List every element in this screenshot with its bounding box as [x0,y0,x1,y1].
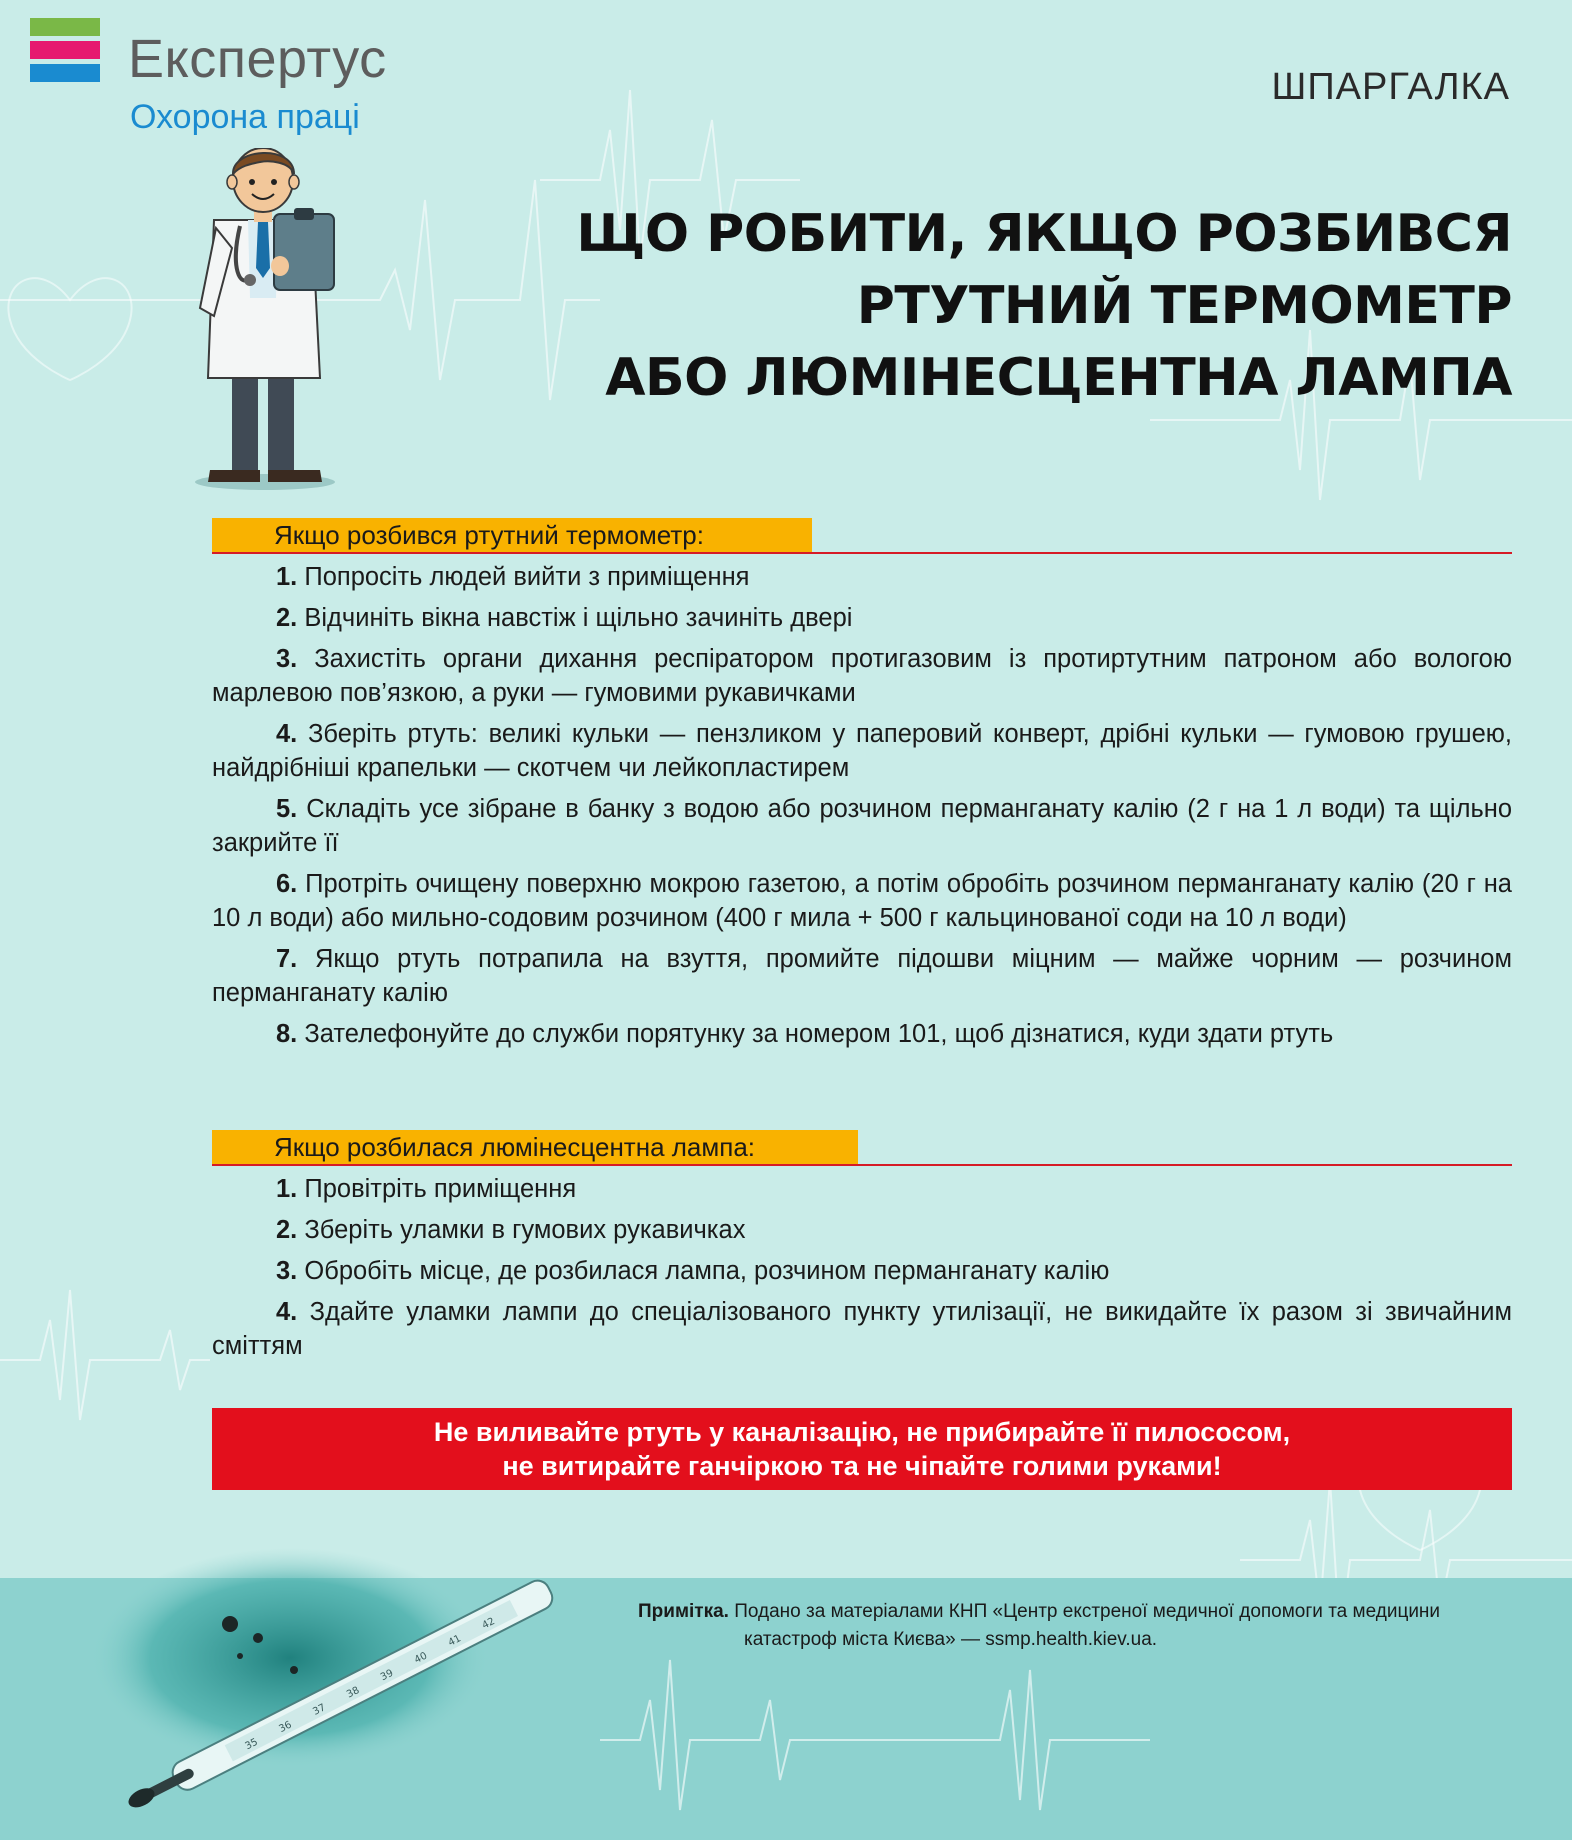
thermometer-scale-label: 35 [243,1736,260,1753]
logo-bar-blue [30,64,100,82]
step-text: Обробіть місце, де розбилася лампа, розчином перманганату калію [304,1257,1110,1285]
title-line: РТУТНИЙ ТЕРМОМЕТР [856,276,1512,336]
step-item [212,792,1512,860]
step-text: Якщо ртуть потрапила на взуття, промийте підошви міцним — майже чорним — розчином перманганату калію [212,945,1512,1007]
step-number: 2. [276,604,298,632]
section-heading [212,1130,1512,1164]
thermometer-scale-label: 40 [412,1650,430,1667]
thermometer-scale-label: 38 [345,1684,362,1701]
step-item [212,1254,1512,1288]
thermometer-scale-label: 37 [311,1702,328,1718]
thermometer-scale-label: 39 [378,1667,396,1684]
brand-name: Експертус [128,29,387,89]
section-heading-label: Якщо розбилася люмінесцентна лампа: [212,1130,858,1164]
title-line: ЩО РОБИТИ, ЯКЩО РОЗБИВСЯ [576,204,1512,264]
document-kind: ШПАРГАЛКА [1271,66,1510,108]
brand-logo[interactable] [30,18,450,138]
logo-bar-green [30,18,100,36]
step-text: Здайте уламки лампи до спеціалізованого пункту утилізації, не викидайте їх разом зі звичайним сміттям [212,1298,1513,1360]
step-number: 5. [276,795,298,823]
step-item [212,1017,1512,1051]
section-thermometer [212,518,1512,1058]
step-number: 3. [276,1257,298,1285]
footnote-text: Подано за матеріалами КНП «Центр екстреної медичної допомоги та медицини [734,1601,1441,1622]
step-item [212,560,1512,594]
brand-subtitle: Охорона праці [130,98,360,136]
warning-line: не витирайте ганчіркою та не чіпайте голими руками! [502,1451,1222,1481]
step-number: 3. [276,645,298,673]
footnote-source: катастроф міста Києва» — ssmp.health.kiev.ua. [744,1629,1158,1650]
step-text: Провітріть приміщення [304,1175,577,1203]
step-text: Захистіть органи дихання респіратором протигазовим із протиртутним патроном або вологою марлевою пов’язкою, а руки — гумовими рукавичками [212,645,1512,707]
section-heading-label: Якщо розбився ртутний термометр: [212,518,812,552]
page-title [512,198,1512,414]
section-heading [212,518,1512,552]
section-lamp [212,1130,1512,1370]
step-number: 2. [276,1216,298,1244]
logo-bar-magenta [30,41,100,59]
step-list [212,560,1512,1051]
thermometer-scale-label: 42 [480,1615,497,1632]
title-line: АБО ЛЮМІНЕСЦЕНТНА ЛАМПА [605,348,1512,408]
heartbeat-wave [0,1290,210,1420]
step-item [212,867,1512,935]
step-text: Зателефонуйте до служби порятунку за номером 101, щоб дізнатися, куди здати ртуть [304,1020,1334,1048]
mercury-drop [237,1653,243,1659]
thermometer-scale-label: 36 [277,1719,294,1736]
step-list [212,1172,1512,1363]
step-number: 1. [276,1175,298,1203]
section-rule [212,1164,1512,1166]
mercury-drop [290,1666,298,1674]
step-number: 4. [276,1298,298,1326]
mercury-drop [222,1616,238,1632]
step-number: 4. [276,720,298,748]
step-number: 8. [276,1020,298,1048]
step-text: Зберіть ртуть: великі кульки — пензликом у паперовий конверт, дрібні кульки — гумовою грушею, найдрібніші крапельки — скотчем чи лейкопластирем [212,720,1512,782]
step-item [212,642,1512,710]
step-number: 6. [276,870,298,898]
step-number: 7. [276,945,298,973]
step-item [212,601,1512,635]
heart-outline [8,278,131,380]
warning-line: Не виливайте ртуть у каналізацію, не прибирайте її пилососом, [433,1417,1291,1447]
thermometer-illustration [90,1538,630,1818]
doctor-illustration [180,148,350,494]
step-item [212,1213,1512,1247]
step-text: Протріть очищену поверхню мокрою газетою, а потім обробіть розчином перманганату калію (20 г на 10 л води) або мильно-содовим розчином (400 г мила + 500 г кальцинованої соди на 10 л води) [212,870,1512,932]
thermometer-scale-label: 41 [446,1633,463,1649]
step-text: Складіть усе зібране в банку з водою або розчином перманганату калію (2 г на 1 л води) та щільно закрийте її [212,795,1512,857]
step-item [212,942,1512,1010]
step-text: Відчиніть вікна навстіж і щільно зачиніть двері [304,604,853,632]
step-text: Зберіть уламки в гумових рукавичках [304,1216,746,1244]
step-number: 1. [276,563,298,591]
step-text: Попросіть людей вийти з приміщення [304,563,750,591]
footnote-label: Примітка. [638,1601,729,1622]
footnote [638,1598,1518,1654]
warning-banner [212,1408,1512,1490]
step-item [212,1295,1512,1363]
logo-mark-icon [30,18,100,82]
step-item [212,717,1512,785]
step-item [212,1172,1512,1206]
section-rule [212,552,1512,554]
mercury-drop [253,1633,263,1643]
